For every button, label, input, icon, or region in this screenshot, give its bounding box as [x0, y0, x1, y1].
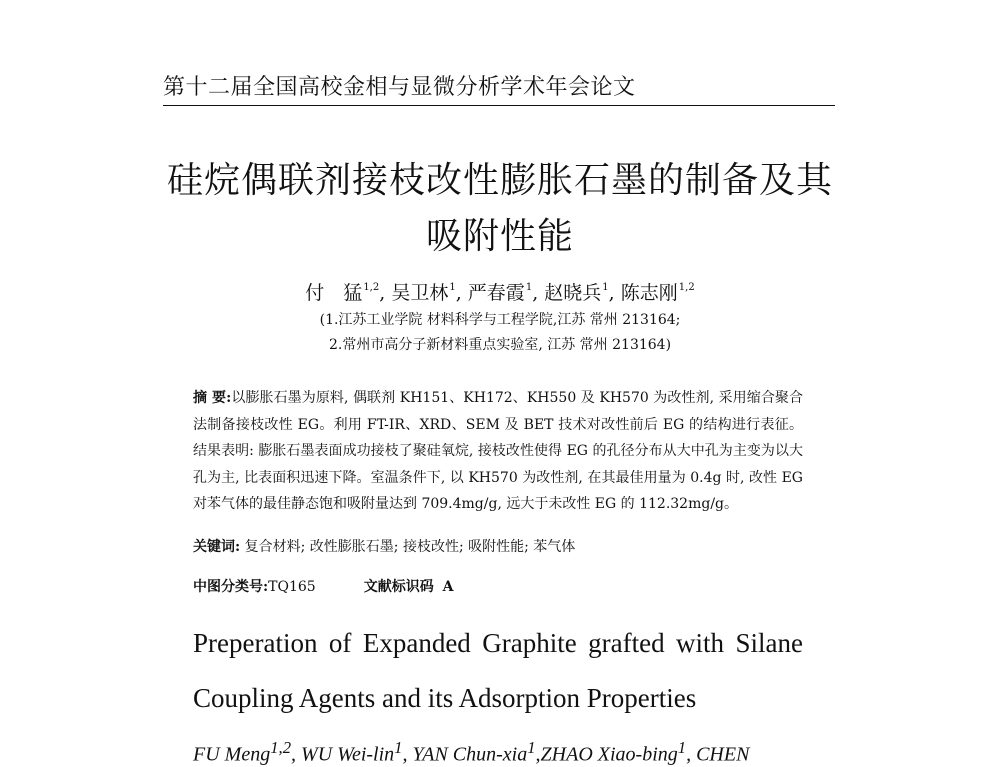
affiliation-line-1: (1.江苏工业学院 材料科学与工程学院,江苏 常州 213164; [319, 312, 681, 328]
abstract [193, 385, 803, 518]
clc-value: TQ165 [268, 579, 316, 595]
author-affiliation-mark: 1 [525, 282, 533, 293]
author-name: 吴卫林 [391, 282, 449, 304]
english-author-affiliation-mark: 1 [527, 738, 536, 757]
english-title-line-1: Preperation of Expanded Graphite grafted with Silane [193, 628, 803, 658]
abstract-label: 摘 要: [193, 390, 232, 406]
author-name: 付 猛 [305, 282, 363, 304]
author-list: 付 猛$^{1,2}$, 吴卫林$^1$, 严春霞$^1$, 赵晓兵$^1$, 陈志刚$^{1,2}$ [305, 282, 695, 304]
affiliation-line-2: 2.常州市高分子新材料重点实验室, 江苏 常州 213164) [328, 337, 672, 353]
doc-code-value: A [442, 579, 454, 595]
author-name: 严春霞 [467, 282, 525, 304]
keywords-text: 复合材料; 改性膨胀石墨; 接枝改性; 吸附性能; 苯气体 [244, 539, 576, 555]
english-author-name: WU Wei-lin [301, 743, 395, 766]
paper-title-line-1: 硅烷偶联剂接枝改性膨胀石墨的制备及其 [166, 160, 833, 201]
author-affiliation-mark: 1 [449, 282, 456, 293]
keywords [193, 536, 803, 556]
english-author-name: ZHAO Xiao-bing [540, 743, 678, 766]
conference-header: 第十二届全国高校金相与显微分析学术年会论文 [163, 70, 835, 106]
abstract-text: 以膨胀石墨为原料, 偶联剂 KH151、KH172、KH550 及 KH570 为改性剂, 采用缩合聚合法制备接枝改性 EG。利用 FT-IR、XRD、SEM 及 BET 技术对改性前后 EG 的结构进行表征。结果表明: 膨胀石墨表面成功接枝了聚硅氧烷, 接枝改性使得 EG 的孔径分布从大中孔为主变为以大孔为主, 比表面积迅速下降。室温条件下, 以 KH570 为改性剂, 在其最佳用量为 0.4g 时, 改性 EG 对苯气体的最佳静态饱和吸附量达到 709.4mg/g, 远大于未改性 EG 的 112.32mg/g。 [193, 390, 803, 512]
english-author-affiliation-mark: 1,2 [270, 738, 292, 757]
author-affiliation-mark: 1 [602, 282, 609, 293]
author-affiliation-mark: 1,2 [363, 282, 380, 293]
paper-title-line-2: 吸附性能 [425, 216, 574, 257]
english-author-name: YAN Chun-xia [412, 743, 528, 766]
english-title-line-2: Coupling Agents and its Adsorption Properties [193, 683, 697, 713]
keywords-label: 关键词: [193, 539, 241, 555]
author-name: 赵晓兵 [544, 282, 602, 304]
doc-code-label: 文献标识码 [363, 579, 434, 595]
author-name: 陈志刚 [620, 282, 678, 304]
english-author-affiliation-mark: 1 [677, 738, 687, 757]
author-affiliation-mark: 1,2 [678, 282, 695, 293]
english-author-name: FU Meng [193, 743, 271, 766]
english-author-affiliation-mark: 1 [394, 738, 403, 757]
clc-label: 中图分类号: [193, 579, 269, 595]
english-author-name: CHEN [696, 743, 750, 766]
english-author-list: FU Meng$^{1,2}$, WU Wei-lin$^1$, YAN Chun-xia$^1$,ZHAO Xiao-bing$^1$, CHEN [193, 738, 750, 766]
classification-line [193, 576, 803, 596]
